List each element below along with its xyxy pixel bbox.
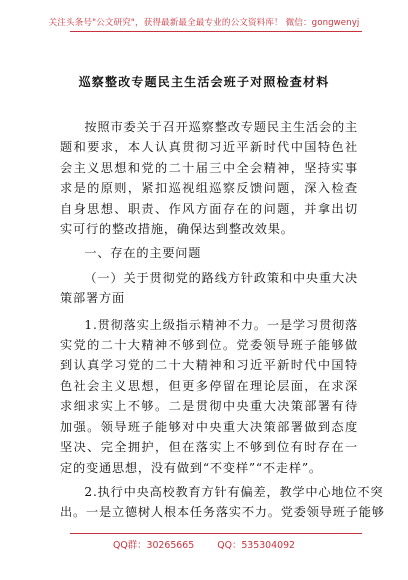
document-title: 巡察整改专题民主生活会班子对照检查材料: [78, 75, 330, 89]
intro-paragraph: 按照市委关于召开巡察整改专题民主生活会的主题和要求，本人认真贯彻习近平新时代中国特色社会主义思想和党的二十届三中全会精神，坚持实事求是的原则，紧扣巡视组巡察反馈问题，深入检查自身思想、职责、作风方面存在的问题，并拿出切实可行的整改措施，确保达到整改效果。: [60, 120, 358, 237]
qq-contact-text: QQ：535304092: [217, 540, 296, 551]
section-heading: 一、存在的主要问题: [84, 246, 202, 261]
item-1-paragraph: 1.贯彻落实上级指示精神不力。一是学习贯彻落实党的二十大精神不够到位。党委领导班子能够做到认真学习党的二十大精神和习近平新时代中国特色社会主义思想，但更多停留在理论层面，在求深求细求实上不够。二是贯彻中央重大决策部署有待加强。领导班子能够对中央重大决策部署做到态度坚决、完全拥护，但在落实上不够到位有时存在一定的变通思想，没有做到“不变样”“不走样”。: [60, 317, 358, 475]
footer-divider: [70, 533, 362, 534]
promo-header: 关注头条号"公文研究"，获得最新最全最专业的公文资料库！ 微信：gongwenyj: [48, 18, 360, 28]
item-2-line-1: 2.执行中央高校教育方针有偏差，教学中心地位不突: [84, 484, 384, 499]
subsection-heading: （一）关于贯彻党的路线方针政策和中央重大决策部署方面: [60, 270, 358, 306]
item-2-line-2: 出。一是立德树人根本任务落实不力。党委领导班子能够: [60, 505, 385, 520]
header-divider: [70, 31, 362, 32]
contact-footer: [0, 537, 408, 551]
document-body: [60, 117, 385, 523]
qq-group-text: QQ群：30265665: [112, 540, 195, 551]
